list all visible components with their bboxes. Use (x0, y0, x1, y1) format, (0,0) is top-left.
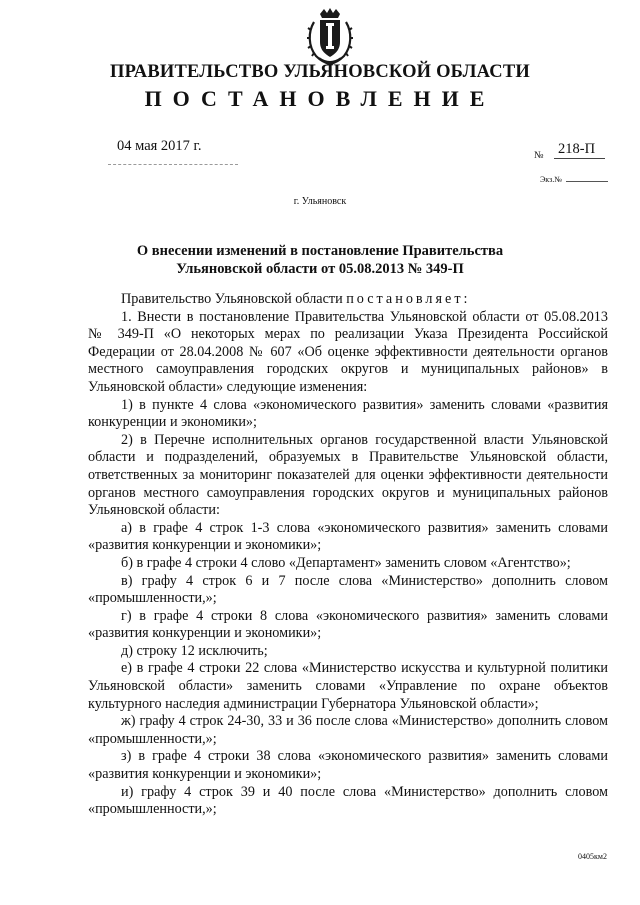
intro-paragraph (88, 291, 608, 309)
body-paragraph: г) в графе 4 строки 8 слова «экономического развития» заменить словами «развития конкуренции и экономики»; (88, 607, 608, 642)
document-title (0, 242, 640, 278)
city: г. Ульяновск (293, 196, 347, 207)
date-underline (108, 164, 238, 165)
coat-of-arms-icon (305, 8, 355, 66)
body-paragraph: е) в графе 4 строки 22 слова «Министерство искусства и культурной политики Ульяновской области» заменить словами «Управление по охране объектов культурного наследия администрации Губернатора Ульяновской области»; (88, 660, 608, 712)
organization-name: ПРАВИТЕЛЬСТВО УЛЬЯНОВСКОЙ ОБЛАСТИ (110, 62, 530, 82)
footer-code: 0405км2 (578, 852, 607, 861)
body-paragraph: 2) в Перечне исполнительных органов государственной власти Ульяновской области и подразделений, образуемых в Правительстве Ульяновской области, ответственных за мониторинг показателей для оценки эффективности деятельности органов местного самоуправления городских округов и муниципальных районов Ульяновской области: (88, 431, 608, 519)
body-paragraph: и) графу 4 строк 39 и 40 после слова «Министерство» дополнить словом «промышленности,»; (88, 783, 608, 818)
body-paragraph: ж) графу 4 строк 24-30, 33 и 36 после слова «Министерство» дополнить словом «промышленности,»; (88, 713, 608, 747)
copy-number-line (566, 181, 608, 182)
body-paragraph: в) графу 4 строк 6 и 7 после слова «Министерство» дополнить словом «промышленности,»; (88, 572, 608, 607)
body-paragraph: 1. Внести в постановление Правительства Ульяновской области от 05.08.2013 № 349-П «О некоторых мерах по реализации Указа Президента Российской Федерации от 28.04.2008 № 607 «Об оценке эффективности деятельности органов местного самоуправления городских округов и муниципальных районов» в Ульяновской области» следующие изменения: (88, 308, 608, 395)
document-number: 218-П (554, 141, 605, 159)
body-paragraph: б) в графе 4 строки 4 слово «Департамент» заменить словом «Агентство»; (121, 554, 571, 571)
intro-text: Правительство Ульяновской области (121, 291, 347, 307)
body-paragraph: д) строку 12 исключить; (121, 642, 268, 659)
intro-decree-word: постановляет: (346, 291, 471, 307)
document-body (88, 291, 608, 819)
document-date: 04 мая 2017 г. (117, 138, 202, 154)
title-line: Ульяновской области от 05.08.2013 № 349-П (176, 261, 464, 277)
copy-number-label: Экз.№ (540, 175, 562, 184)
body-paragraph: а) в графе 4 строк 1-3 слова «экономического развития» заменить словами «развития конкуренции и экономики»; (88, 519, 608, 554)
number-label: № (534, 150, 544, 161)
body-paragraph: з) в графе 4 строки 38 слова «экономического развития» заменить словами «развития конкуренции и экономики»; (88, 748, 608, 783)
body-paragraph: 1) в пункте 4 слова «экономического развития» заменить словами «развития конкуренции и экономики»; (88, 396, 608, 431)
title-line: О внесении изменений в постановление Правительства (136, 243, 504, 259)
document-type: ПОСТАНОВЛЕНИЕ (144, 86, 496, 111)
